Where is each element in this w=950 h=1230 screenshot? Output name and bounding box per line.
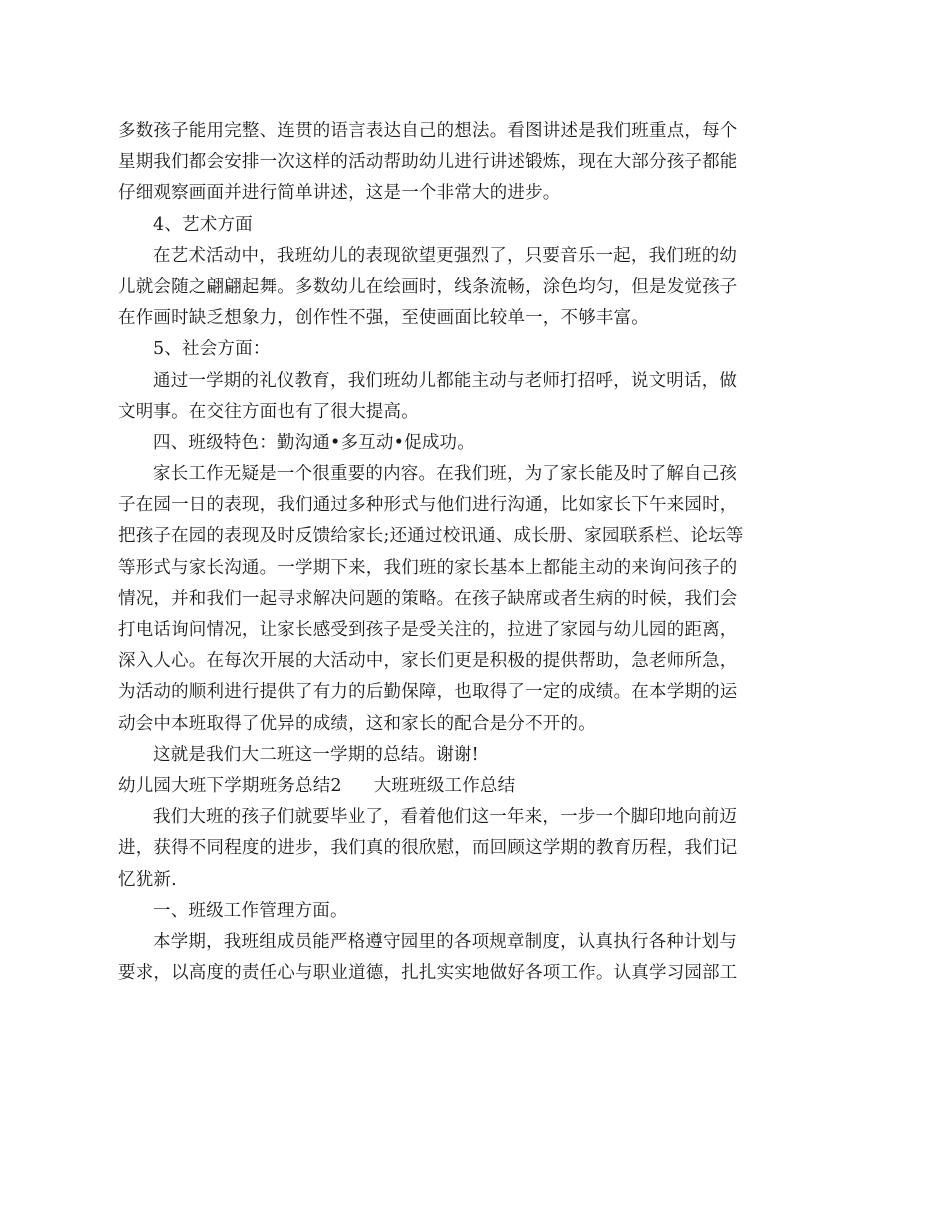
text-line: 儿就会随之翩翩起舞。多数幼儿在绘画时，线条流畅，涂色均匀，但是发觉孩子 xyxy=(118,276,738,297)
text-line: 通过一学期的礼仪教育，我们班幼儿都能主动与老师打招呼，说文明话，做 xyxy=(153,370,738,391)
text-line: 5、社会方面： xyxy=(153,339,271,360)
text-line: 四、班级特色：勤沟通•多互动•促成功。 xyxy=(153,432,475,453)
text-line: 情况，并和我们一起寻求解决问题的策略。在孩子缺席或者生病的时候，我们会 xyxy=(118,588,738,609)
text-line: 我们大班的孩子们就要毕业了，看着他们这一年来，一步一个脚印地向前迈 xyxy=(153,807,738,828)
text-line: 仔细观察画面并进行简单讲述，这是一个非常大的进步。 xyxy=(118,183,561,204)
document-page xyxy=(118,116,808,989)
section-heading xyxy=(118,771,808,802)
text-line: 忆犹新. xyxy=(118,869,177,890)
text-line: 等形式与家长沟通。一学期下来，我们班的家长基本上都能主动的来询问孩子的 xyxy=(118,557,738,578)
text-line: 家长工作无疑是一个很重要的内容。在我们班，为了家长能及时了解自己孩 xyxy=(153,464,738,485)
text-line: 深入人心。在每次开展的大活动中，家长们更是积极的提供帮助，急老师所急， xyxy=(118,651,738,672)
document-body xyxy=(118,116,808,771)
text-line: 要求，以高度的责任心与职业道德，扎扎实实地做好各项工作。认真学习园部工 xyxy=(118,963,738,984)
text-line: 本学期，我班组成员能严格遵守园里的各项规章制度，认真执行各种计划与 xyxy=(153,931,738,952)
section-title: 幼儿园大班下学期班务总结2 xyxy=(118,775,342,796)
text-line: 4、艺术方面 xyxy=(153,214,253,235)
text-line: 打电话询问情况，让家长感受到孩子是受关注的，拉进了家园与幼儿园的距离， xyxy=(118,620,738,640)
text-line: 在作画时缺乏想象力，创作性不强，至使画面比较单一，不够丰富。 xyxy=(118,308,649,329)
section-subtitle: 大班班级工作总结 xyxy=(373,775,516,796)
text-line: 星期我们都会安排一次这样的活动帮助幼儿进行讲述锻炼，现在大部分孩子都能 xyxy=(118,152,738,173)
text-line: 这就是我们大二班这一学期的总结。谢谢! xyxy=(153,744,479,765)
text-line: 文明事。在交往方面也有了很大提高。 xyxy=(118,401,419,422)
text-line: 把孩子在园的表现及时反馈给家长;还通过校讯通、成长册、家园联系栏、论坛等 xyxy=(118,526,744,547)
text-line: 为活动的顺利进行提供了有力的后勤保障，也取得了一定的成绩。在本学期的运 xyxy=(118,682,738,703)
text-line: 进，获得不同程度的进步，我们真的很欣慰，而回顾这学期的教育历程，我们记 xyxy=(118,838,738,859)
text-line: 一、班级工作管理方面。 xyxy=(153,900,348,921)
text-line: 动会中本班取得了优异的成绩，这和家长的配合是分不开的。 xyxy=(118,713,596,734)
text-line: 在艺术活动中，我班幼儿的表现欲望更强烈了，只要音乐一起，我们班的幼 xyxy=(153,245,738,266)
text-line: 子在园一日的表现，我们通过多种形式与他们进行沟通，比如家长下午来园时， xyxy=(118,495,738,516)
text-line: 多数孩子能用完整、连贯的语言表达自己的想法。看图讲述是我们班重点，每个 xyxy=(118,121,738,141)
document-body-continued xyxy=(118,802,808,989)
